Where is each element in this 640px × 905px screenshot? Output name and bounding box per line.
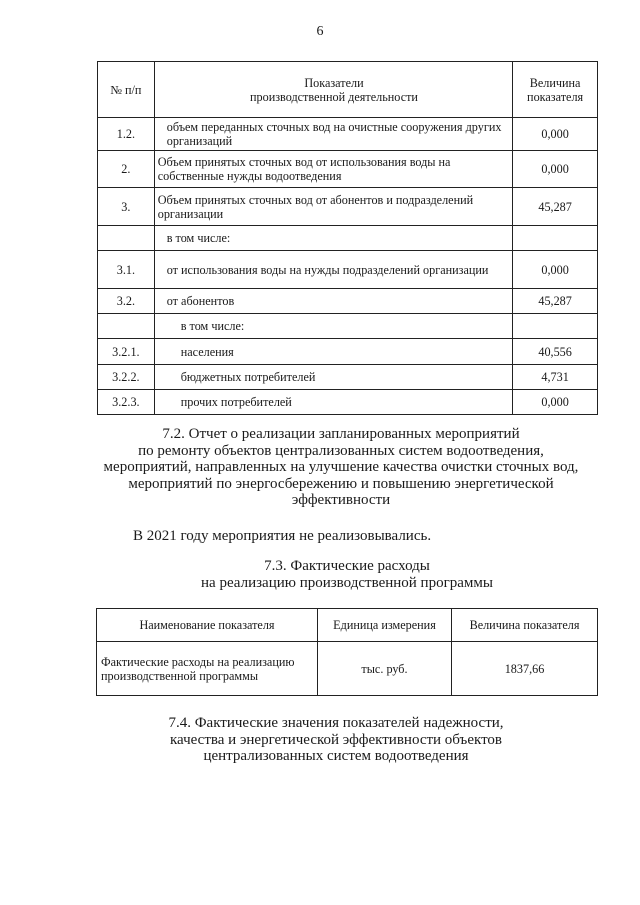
row-number: 3. (98, 188, 155, 226)
header-value-line2: показателя (527, 89, 584, 104)
table-row (98, 289, 598, 314)
heading-line: мероприятий, направленных на улучшение качества очистки сточных вод, (103, 459, 579, 475)
header-indicators (154, 62, 512, 118)
row-indicator: населения (154, 339, 512, 365)
heading-line: 7.2. Отчет о реализации запланированных мероприятий (162, 426, 520, 442)
table-header-row (97, 609, 598, 642)
row-indicator: в том числе: (154, 226, 512, 251)
row-indicator: объем переданных сточных вод на очистные сооружения других организаций (154, 118, 512, 151)
row-value (513, 226, 598, 251)
row-value: 45,287 (513, 188, 598, 226)
header-number: № п/п (98, 62, 155, 118)
row-number: 3.2.3. (98, 390, 155, 415)
row-indicator: от абонентов (154, 289, 512, 314)
table-row (98, 365, 598, 390)
header-indicators-line1: Показатели (304, 75, 364, 90)
row-value: 40,556 (513, 339, 598, 365)
row-value: 4,731 (513, 365, 598, 390)
table-row (97, 642, 598, 696)
table-row (98, 314, 598, 339)
table-row (98, 151, 598, 188)
heading-line: 7.3. Фактические расходы (264, 558, 430, 574)
table-row (98, 251, 598, 289)
heading-line: качества и энергетической эффективности объектов (169, 731, 503, 748)
header-unit: Единица измерения (318, 609, 452, 642)
row-number (98, 226, 155, 251)
heading-line: централизованных систем водоотведения (203, 748, 469, 764)
row-number: 1.2. (98, 118, 155, 151)
section-7-2-paragraph: В 2021 году мероприятия не реализовывались. (133, 528, 432, 544)
header-value-line1: Величина (529, 75, 581, 90)
heading-line: эффективности (291, 492, 391, 508)
section-7-2-heading (0, 426, 640, 509)
row-indicator: Объем принятых сточных вод от использования воды на собственные нужды водоотведения (154, 151, 512, 188)
row-value: 0,000 (513, 118, 598, 151)
header-value (513, 62, 598, 118)
row-value: 0,000 (513, 251, 598, 289)
row-unit: тыс. руб. (318, 642, 452, 696)
row-value: 1837,66 (452, 642, 598, 696)
page-number: 6 (316, 24, 324, 39)
heading-line: по ремонту объектов централизованных систем водоотведения, (138, 442, 544, 459)
row-number: 3.2.1. (98, 339, 155, 365)
row-indicator: Фактические расходы на реализацию производственной программы (97, 642, 318, 696)
table-row (98, 118, 598, 151)
production-indicators-table (97, 61, 598, 415)
row-value: 45,287 (513, 289, 598, 314)
table-row (98, 390, 598, 415)
row-number: 3.1. (98, 251, 155, 289)
row-number: 2. (98, 151, 155, 188)
header-value: Величина показателя (452, 609, 598, 642)
row-value: 0,000 (513, 151, 598, 188)
row-indicator: в том числе: (154, 314, 512, 339)
row-indicator: от использования воды на нужды подразделений организации (154, 251, 512, 289)
row-value: 0,000 (513, 390, 598, 415)
row-value (513, 314, 598, 339)
section-7-4-heading (0, 715, 640, 765)
table-row (98, 339, 598, 365)
heading-line: на реализацию производственной программы (201, 574, 493, 591)
row-indicator: бюджетных потребителей (154, 365, 512, 390)
section-7-3-heading (0, 558, 640, 591)
row-number: 3.2.2. (98, 365, 155, 390)
table-row (98, 188, 598, 226)
table-header-row (98, 62, 598, 118)
header-indicators-line2: производственной деятельности (249, 89, 418, 104)
row-number: 3.2. (98, 289, 155, 314)
row-indicator: Объем принятых сточных вод от абонентов и подразделений организации (154, 188, 512, 226)
row-indicator: прочих потребителей (154, 390, 512, 415)
table-row (98, 226, 598, 251)
actual-expenses-table (96, 608, 598, 696)
heading-line: 7.4. Фактические значения показателей надежности, (168, 715, 504, 731)
heading-line: мероприятий по энергосбережению и повышению энергетической (128, 475, 554, 492)
row-number (98, 314, 155, 339)
header-indicator-name: Наименование показателя (97, 609, 318, 642)
